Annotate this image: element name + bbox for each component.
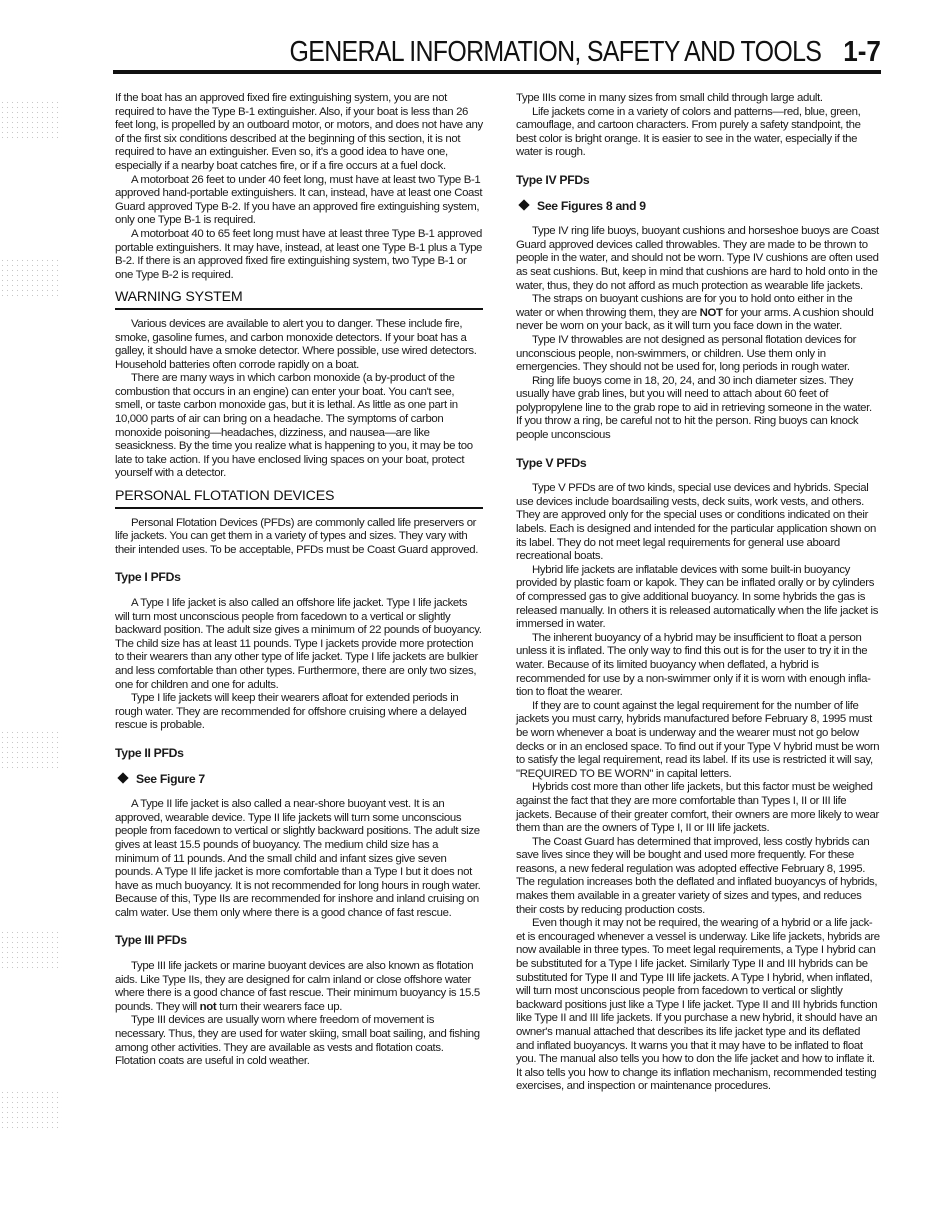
paragraph: Type III life jackets or marine buoyant devices are also known as flotation aids. Like Type IIs, they are designed for calm inland or close offshore water where there is a good chance of fast rescue. Their minimum buoyancy is 15.5 pounds. They will not turn their wearers face up. (115, 960, 480, 1013)
paragraph: The inherent buoyancy of a hybrid may be insufficient to float a person unless it is inflated. The only way to find this out is for the user to try it in the water. Because of its limited buoyancy when deflated, a hybrid is recommended for use by a non-swimmer only if it is worn with enough infla-tion to float the wearer. (516, 631, 871, 699)
subheading-type-1: Type I PFDs (115, 570, 181, 585)
paragraph: Type III devices are usually worn where freedom of movement is necessary. Thus, they are used for water skiing, small boat sailing, and fishing among other activities. They are available as vests and flotation coats. Flotation coats are useful in cold weather. (115, 1014, 480, 1068)
paragraph: Hybrid life jackets are inflatable devices with some built-in buoyancy provided by plastic foam or kapok. They can be inflated orally or by cylinders of compressed gas to give additional buoyancy. In some hybrids the gas is released manually. In others it is released automatically when the life jacket is immersed in water. (516, 563, 879, 631)
paragraph: Hybrids cost more than other life jackets, but this factor must be weighed against the fact that they are more comfortable than Types I, II or III life jackets. Because of their greater comfort, their owners are more likely to wear them than are the owners of Type I, II or III life jackets. (516, 781, 879, 835)
paragraph: Ring life buoys come in 18, 20, 24, and 30 inch diameter sizes. They usually have grab lines, but you will need to attach about 60 feet of polypropylene line to the grab rope to aid in retrieving someone in the water. If you throw a ring, be careful not to hit the person. Ring buoys can knock people unconscious (516, 374, 872, 442)
left-column (115, 92, 483, 1069)
paragraph: Type IV ring life buoys, buoyant cushions and horseshoe buoys are Coast Guard approved devices called throwables. They are made to be thrown to people in the water, and should not be worn. Type IV cushions are often used as seat cushions. But, keep in mind that cushions are hard to hold onto in the water, thus, they do not afford as much protection as wearable life jackets. (516, 225, 879, 292)
paragraph: If they are to count against the legal requirement for the number of life jackets you must carry, hybrids manufactured before February 8, 1995 must be worn whenever a boat is underway and the wearer must not go below decks or in an enclosed space. To find out if your Type V hybrid must be worn to satisfy the legal requirement, read its label. If its use is restricted it will say, "REQUIRED TO BE WORN" in capital letters. (516, 699, 880, 780)
page-header (113, 38, 881, 74)
subheading-type-2: Type II PFDs (115, 745, 184, 760)
diamond-bullet-icon (518, 199, 529, 210)
paragraph: The straps on buoyant cushions are for you to hold onto either in the water or when throwing them, they are NOT for your arms. A cushion should never be worn on your back, as it will turn you face down in the water. (516, 293, 874, 333)
emphasis: NOT (699, 306, 723, 319)
section-heading-warning-system: WARNING SYSTEM (115, 291, 483, 310)
paragraph: Type IIIs come in many sizes from small child through large adult. (516, 92, 823, 104)
paragraph: There are many ways in which carbon monoxide (a by-product of the combustion that occurs in an engine) can enter your boat. You can't see, smell, or taste carbon monoxide gas, but it is lethal. As little as one part in 10,000 parts of air can bring on a headache. The symptoms of carbon monoxide poisoning—headaches, dizziness, and nausea—are like seasickness. By the time you realize what is happening to you, it may be too late to take action. If you have enclosed living spaces on your boat, protect yourself with a detector. (115, 372, 473, 480)
subheading-type-5: Type V PFDs (516, 455, 587, 470)
paragraph: A Type II life jacket is also called a near-shore buoyant vest. It is an approved, wearable device. Type II life jackets will turn some unconscious people from facedown to vertical or slightly backward positions. The adult size gives at least 15.5 pounds of buoyancy. The medium child size has a minimum of 11 pounds. And the small child and infant sizes give seven pounds. A Type II life jacket is more comfortable than a Type I but it does not have as much buoyancy. It is not recommended for long hours in rough water. Because of this, Type IIs are recommended for inshore and inland cruising on calm water. Use them only where there is a good chance of fast rescue. (115, 798, 481, 919)
paragraph: Type IV throwables are not designed as personal flotation devices for unconscious people, non-swimmers, or children. Use them only in emergencies. They should not be used for, long periods in rough water. (516, 333, 857, 374)
emphasis: not (199, 1000, 217, 1013)
page-number: 1-7 (843, 36, 881, 68)
scan-artifact (0, 930, 62, 970)
right-column (516, 92, 880, 1094)
subheading-type-4: Type IV PFDs (516, 172, 590, 187)
figure-reference (520, 200, 880, 214)
scan-artifact (0, 100, 62, 140)
diamond-bullet-icon (117, 772, 128, 783)
paragraph: Life jackets come in a variety of colors and patterns—red, blue, green, camouflage, and cartoon characters. From purely a safety standpoint, the best color is bright orange. It is easier to see in the water, especially if the water is rough. (516, 105, 861, 159)
paragraph: Personal Flotation Devices (PFDs) are commonly called life preservers or life jackets. You can get them in a variety of types and sizes. They vary with their intended uses. To be acceptable, PFDs must be Coast Guard approved. (115, 516, 479, 556)
scan-artifact (0, 258, 62, 298)
paragraph: Various devices are available to alert you to danger. These include fire, smoke, gasoline fumes, and carbon monoxide detectors. If your boat has a galley, it should have a smoke detector. Where possible, use wired detectors. Household batteries often corrode rapidly on a boat. (115, 317, 477, 371)
figure-reference-text: See Figures 8 and 9 (537, 198, 646, 213)
paragraph: The Coast Guard has determined that improved, less costly hybrids can save lives since they will be bought and used more frequently. For these reasons, a new federal regulation was adopted effective February 8, 1995. The regulation increases both the deflated and inflated buoyancys of hybrids, makes them available in a greater variety of sizes and types, and reduces their costs by reducing production costs. (516, 835, 878, 916)
paragraph: Type V PFDs are of two kinds, special use devices and hybrids. Special use devices include boardsailing vests, deck suits, work vests, and others. They are approved only for the special uses or conditions indicated on their labels. Each is designed and intended for the particular application shown on its label. They do not meet legal requirements for general use aboard recreational boats. (516, 482, 876, 563)
paragraph: A Type I life jacket is also called an offshore life jacket. Type I life jackets will turn most unconscious people from facedown to a vertical or slightly backward position. The adult size gives a minimum of 22 pounds of buoyancy. The child size has at least 11 pounds. Type I jackets provide more protection to their wearers than any other type of life jacket. Type I life jackets are bulkier and less comfortable than other types. Furthermore, there are only two sizes, one for children and one for adults. (115, 597, 482, 691)
paragraph: A motorboat 40 to 65 feet long must have at least three Type B-1 approved portable extinguishers. It may have, instead, at least one Type B-1 plus a Type B-2. If there is an approved fixed fire extinguishing system, two Type B-1 or one Type B-2 is required. (115, 227, 483, 281)
figure-reference (119, 773, 483, 787)
paragraph: A motorboat 26 feet to under 40 feet long, must have at least two Type B-1 approved hand-portable extinguishers. It can, instead, have at least one Coast Guard approved Type B-2. If you have an approved fire extinguishing system, only one Type B-1 is required. (115, 173, 483, 227)
scan-artifact (0, 1090, 62, 1130)
section-heading-pfd: PERSONAL FLOTATION DEVICES (115, 490, 483, 509)
scan-artifact (0, 730, 62, 770)
paragraph: Type I life jackets will keep their wearers afloat for extended periods in rough water. They are recommended for offshore cruising where a delayed rescue is probable. (115, 692, 467, 732)
page-title: GENERAL INFORMATION, SAFETY AND TOOLS (289, 36, 821, 68)
paragraph: Even though it may not be required, the wearing of a hybrid or a life jack-et is encouraged whenever a vessel is underway. Like life jackets, hybrids are now available in three types. To meet legal requirements, a Type I hybrid can be substituted for a Type I life jacket. Similarly Type II and III hybrids can be substituted for Type II and Type III life jackets. A Type I hybrid, when inflated, will turn most unconscious people from facedown to vertical or slightly backward positions just like a Type I life jacket. Type II and III hybrids function like Type II and III life jackets. If you purchase a new hybrid, it should have an owner's manual attached that describes its life jacket type and its deflated and inflated buoyancys. It warns you that it may have to be inflated to float you. The manual also tells you how to don the life jacket and how to inflate it. It also tells you how to change its inflation mechanism, recommended testing exercises, and inspection or maintenance procedures. (516, 917, 880, 1093)
subheading-type-3: Type III PFDs (115, 933, 187, 948)
paragraph: If the boat has an approved fixed fire extinguishing system, you are not required to have the Type B-1 extinguisher. Also, if your boat is less than 26 feet long, is propelled by an outboard motor, or motors, and does not have any of the first six conditions described at the beginning of this section, it is not required to have an extinguisher. Even so, it's a good idea to have one, especially if a nearby boat catches fire, or if a fire occurs at a fuel dock. (115, 92, 483, 172)
figure-reference-text: See Figure 7 (136, 771, 205, 786)
